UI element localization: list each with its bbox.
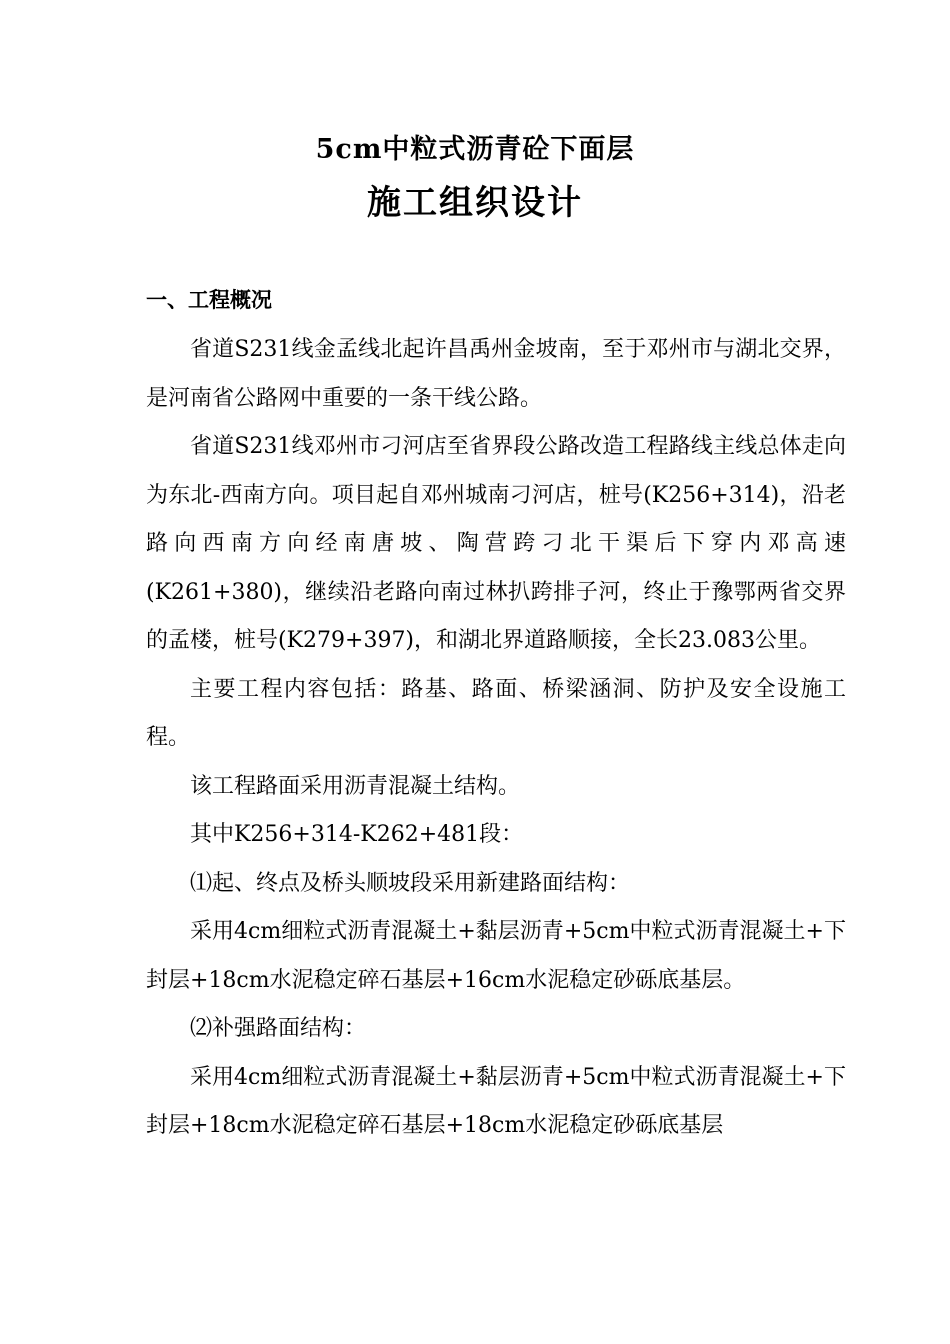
paragraph-item-1: ⑴起、终点及桥头顺坡段采用新建路面结构： [190,870,631,896]
document-title-line2: 施工组织设计 [367,183,583,223]
paragraph-item-2-structure: 采用4cm细粒式沥青混凝土+黏层沥青+5cm中粒式沥青混凝土+下封层+18cm水泥稳定碎石基层+18cm水泥稳定砂砾底基层 [146,1064,846,1138]
paragraph-pavement-type: 该工程路面采用沥青混凝土结构。 [190,773,521,799]
section-heading-overview: 一、工程概况 [146,287,272,312]
paragraph-main-works: 主要工程内容包括：路基、路面、桥梁涵洞、防护及安全设施工程。 [146,676,846,750]
paragraph-item-1-structure: 采用4cm细粒式沥青混凝土+黏层沥青+5cm中粒式沥青混凝土+下封层+18cm水泥稳定碎石基层+16cm水泥稳定砂砾底基层。 [146,919,846,993]
document-title-line1: 5cm中粒式沥青砼下面层 [315,134,635,165]
document-body [146,326,846,1151]
paragraph-item-2: ⑵补强路面结构： [190,1016,367,1041]
paragraph-route-overview: 省道S231线金孟线北起许昌禹州金坡南，至于邓州市与湖北交界，是河南省公路网中重要的一条干线公路。 [146,337,846,411]
paragraph-section-range: 其中K256+314-K262+481段： [190,822,524,847]
paragraph-route-details: 省道S231线邓州市刁河店至省界段公路改造工程路线主线总体走向为东北-西南方向。项目起自邓州城南刁河店，桩号(K256+314)，沿老路向西南方向经南唐坡、陶营跨刁北干渠后下穿内邓高速(K261+380)，继续沿老路向南过林扒跨排子河，终止于豫鄂两省交界的孟楼，桩号(K279+397)，和湖北界道路顺接，全长23.083公里。 [146,434,846,653]
